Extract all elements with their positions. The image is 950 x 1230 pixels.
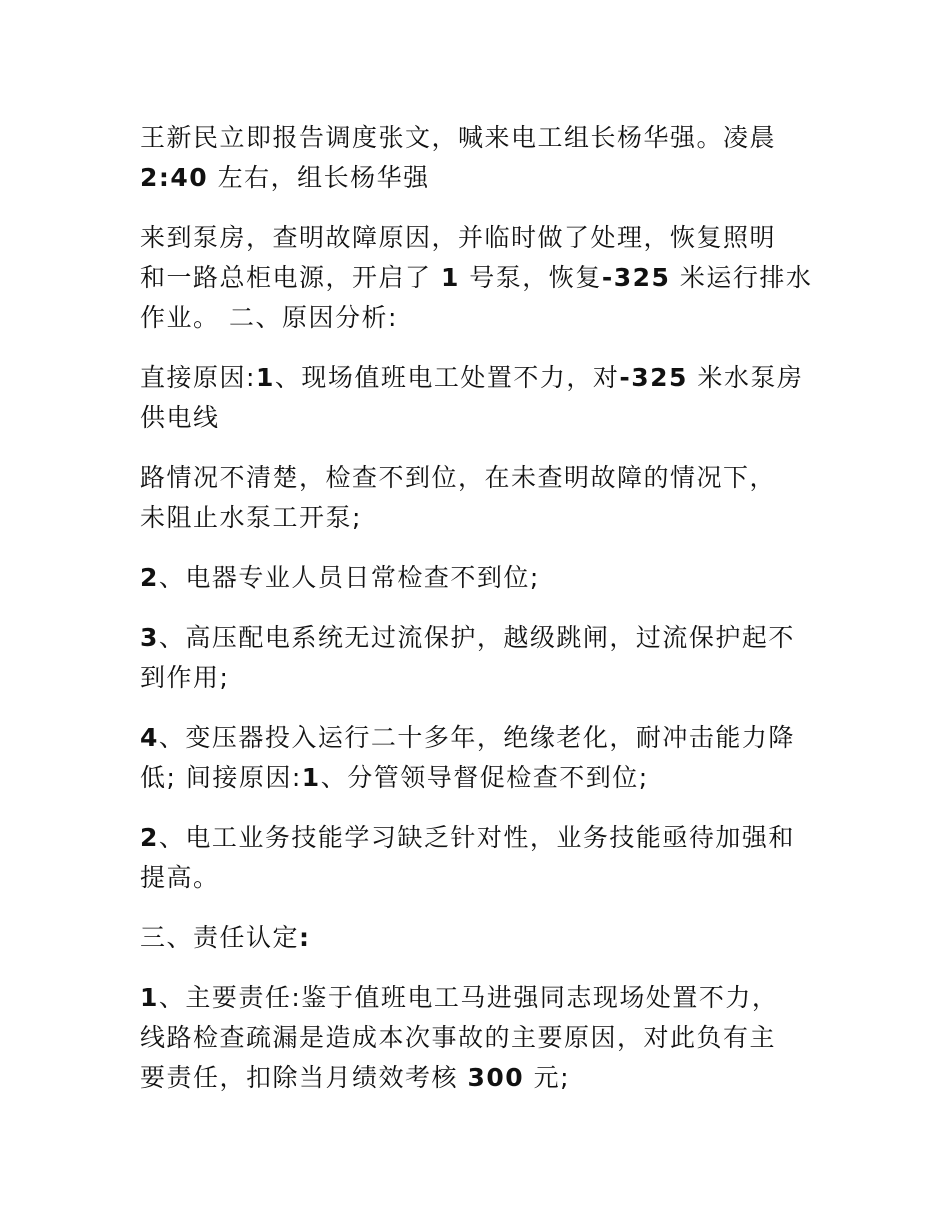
text-run: 号泵，恢复 — [459, 263, 602, 292]
text-run: : — [299, 923, 311, 952]
text-run: 2 — [140, 563, 159, 592]
text-run: 、高压配电系统无过流保护，越级跳闸，过流保护起不 — [158, 623, 795, 652]
text-run: 未阻止水泵工开泵; — [140, 503, 362, 532]
text-line — [140, 398, 812, 438]
text-run: 路情况不清楚，检查不到位，在未查明故障的情况下， — [140, 463, 777, 492]
text-run: 1 — [140, 983, 159, 1012]
text-line — [140, 498, 812, 538]
text-run: 2:40 — [140, 163, 209, 192]
text-line — [140, 618, 812, 658]
paragraph — [140, 118, 812, 198]
text-line — [140, 358, 812, 398]
text-run: 来到泵房，查明故障原因，并临时做了处理，恢复照明 — [140, 223, 777, 252]
paragraph — [140, 918, 812, 958]
text-run: 、变压器投入运行二十多年，绝缘老化，耐冲击能力降 — [158, 723, 795, 752]
text-line — [140, 258, 812, 298]
text-run: 米水泵房 — [687, 363, 804, 392]
text-run: 、现场值班电工处置不力，对 — [274, 363, 620, 392]
paragraph — [140, 558, 812, 598]
text-run: 1 — [301, 763, 321, 792]
text-line — [140, 458, 812, 498]
text-line — [140, 158, 812, 198]
text-line — [140, 118, 812, 158]
text-run: 、电工业务技能学习缺乏针对性，业务技能亟待加强和 — [158, 823, 795, 852]
text-line — [140, 858, 812, 898]
text-line — [140, 918, 812, 958]
text-run: 和一路总柜电源，开启了 — [140, 263, 441, 292]
text-run: 300 — [467, 1063, 525, 1092]
text-line — [140, 558, 812, 598]
text-run: 、电器专业人员日常检查不到位; — [158, 563, 540, 592]
text-line — [140, 218, 812, 258]
paragraph — [140, 718, 812, 798]
document-body — [140, 118, 812, 1118]
text-run: 供电线 — [140, 403, 220, 432]
text-run: 2 — [140, 823, 159, 852]
text-run: 作业。 二、原因分析: — [140, 303, 398, 332]
paragraph — [140, 818, 812, 898]
text-run: 、分管领导督促检查不到位; — [320, 763, 649, 792]
text-run: 低; 间接原因: — [140, 763, 302, 792]
text-run: 到作用; — [140, 663, 230, 692]
text-line — [140, 718, 812, 758]
text-run: 直接原因: — [140, 363, 256, 392]
text-line — [140, 978, 812, 1018]
text-run: 1 — [255, 363, 275, 392]
text-line — [140, 1058, 812, 1098]
text-run: 4 — [140, 723, 159, 752]
paragraph — [140, 458, 812, 538]
text-line — [140, 1018, 812, 1058]
text-run: 左右，组长杨华强 — [208, 163, 430, 192]
paragraph — [140, 358, 812, 438]
text-line — [140, 298, 812, 338]
text-run: 王新民立即报告调度张文，喊来电工组长杨华强。凌晨 — [140, 123, 777, 152]
text-run: 元; — [524, 1063, 571, 1092]
text-run: 米运行排水 — [670, 263, 813, 292]
text-run: 3 — [140, 623, 159, 652]
paragraph — [140, 218, 812, 338]
text-run: 三、责任认定 — [140, 923, 300, 952]
text-run: 提高。 — [140, 863, 220, 892]
text-run: 1 — [440, 263, 460, 292]
text-run: -325 — [601, 263, 671, 292]
text-run: -325 — [619, 363, 688, 392]
text-run: 线路检查疏漏是造成本次事故的主要原因，对此负有主 — [140, 1023, 777, 1052]
paragraph — [140, 618, 812, 698]
paragraph — [140, 978, 812, 1098]
text-line — [140, 818, 812, 858]
text-run: 要责任，扣除当月绩效考核 — [140, 1063, 468, 1092]
text-run: 、主要责任:鉴于值班电工马进强同志现场处置不力， — [158, 983, 779, 1012]
text-line — [140, 758, 812, 798]
text-line — [140, 658, 812, 698]
